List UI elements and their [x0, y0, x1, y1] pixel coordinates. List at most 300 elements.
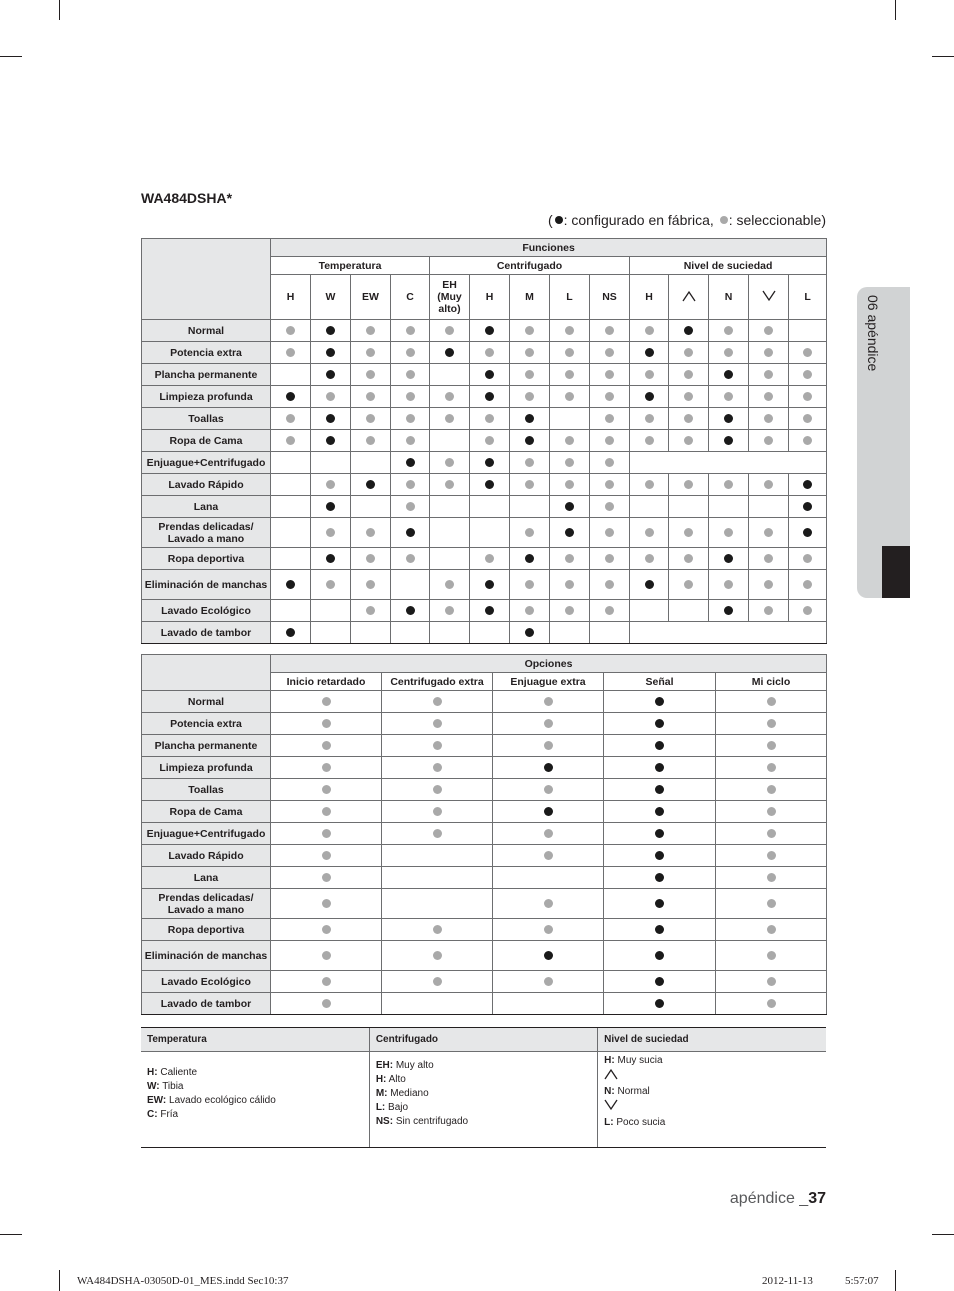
selectable-dot-icon: [286, 436, 295, 445]
selectable-dot-icon: [322, 873, 331, 882]
table-cell: [550, 518, 590, 548]
table-cell: [749, 518, 789, 548]
row-label: Eliminación de manchas: [142, 941, 271, 971]
table-cell: [550, 496, 590, 518]
table-cell: [510, 570, 550, 600]
table-cell: [550, 430, 590, 452]
selectable-dot-icon: [684, 554, 693, 563]
selectable-dot-icon: [433, 719, 442, 728]
table-cell: [382, 919, 493, 941]
key-item: H: Alto: [375, 1074, 406, 1085]
table-cell: [510, 452, 550, 474]
table-cell: [669, 430, 709, 452]
table-cell: [716, 971, 827, 993]
selectable-dot-icon: [366, 414, 375, 423]
table-cell: [630, 600, 669, 622]
table-cell: [382, 801, 493, 823]
selectable-dot-icon: [764, 436, 773, 445]
selectable-dot-icon: [445, 458, 454, 467]
factory-dot-icon: [655, 977, 664, 986]
row-label: Ropa de Cama: [142, 801, 271, 823]
selectable-dot-icon: [767, 741, 776, 750]
table-cell: [430, 408, 470, 430]
selectable-dot-icon: [724, 480, 733, 489]
table-row: [142, 474, 827, 496]
table-cell: [382, 993, 493, 1015]
slug-file: WA484DSHA-03050D-01_MES.indd Sec10:37: [77, 1275, 289, 1287]
factory-dot-icon: [485, 580, 494, 589]
selectable-dot-icon: [485, 554, 494, 563]
selectable-dot-icon: [485, 436, 494, 445]
table-cell: [789, 600, 827, 622]
table-row: [142, 993, 827, 1015]
selectable-dot-icon: [366, 580, 375, 589]
table-cell: [590, 496, 630, 518]
table-cell: [351, 386, 391, 408]
selectable-dot-icon: [767, 977, 776, 986]
table-cell: [493, 757, 604, 779]
table-cell: [470, 548, 510, 570]
factory-dot-icon: [655, 951, 664, 960]
table-cell: [749, 474, 789, 496]
table-row: [142, 408, 827, 430]
factory-dot-icon: [655, 873, 664, 882]
table-cell: [271, 430, 311, 452]
key-header-temperatura: Temperatura: [141, 1028, 369, 1052]
crop-mark: [932, 56, 954, 57]
table-cell: [271, 364, 311, 386]
column-header: H: [470, 275, 510, 320]
row-label: Toallas: [142, 779, 271, 801]
table-cell: [351, 570, 391, 600]
table-cell: [311, 496, 351, 518]
factory-dot-icon: [544, 763, 553, 772]
column-header: Mi ciclo: [716, 673, 827, 691]
table-cell: [430, 474, 470, 496]
table-row: [142, 364, 827, 386]
selectable-dot-icon: [767, 719, 776, 728]
table-cell: [669, 474, 709, 496]
table-cell: [669, 342, 709, 364]
table-cell: [749, 364, 789, 386]
table-cell: [716, 993, 827, 1015]
selectable-dot-icon: [684, 480, 693, 489]
table-cell: [789, 474, 827, 496]
table-cell: [271, 570, 311, 600]
row-label: Ropa deportiva: [142, 548, 271, 570]
crop-mark: [59, 1270, 60, 1291]
factory-dot-icon: [406, 606, 415, 615]
table-cell: [749, 342, 789, 364]
selectable-dot-icon: [565, 392, 574, 401]
table-cell: [789, 570, 827, 600]
table-cell: [430, 600, 470, 622]
crop-mark: [932, 1234, 954, 1235]
table-cell: [271, 823, 382, 845]
selectable-dot-icon: [406, 502, 415, 511]
row-label: Eliminación de manchas: [142, 570, 271, 600]
factory-dot-icon: [286, 580, 295, 589]
selectable-dot-icon: [764, 370, 773, 379]
table-cell: [351, 474, 391, 496]
table-cell: [430, 570, 470, 600]
row-label: Lavado de tambor: [142, 993, 271, 1015]
table-cell: [351, 364, 391, 386]
key-item: N: Normal: [604, 1086, 650, 1097]
selectable-dot-icon: [322, 741, 331, 750]
table-cell: [709, 518, 749, 548]
table-row: [142, 452, 827, 474]
group-header: Centrifugado: [430, 257, 630, 275]
selectable-dot-icon: [366, 606, 375, 615]
factory-dot-icon: [326, 326, 335, 335]
table-cell: [669, 570, 709, 600]
table-cell: [630, 452, 827, 474]
column-header: N: [709, 275, 749, 320]
row-label: Ropa de Cama: [142, 430, 271, 452]
table-cell: [789, 518, 827, 548]
table-cell: [391, 570, 430, 600]
selectable-dot-icon: [684, 436, 693, 445]
factory-dot-icon: [326, 554, 335, 563]
selectable-dot-icon: [525, 580, 534, 589]
selectable-dot-icon: [286, 414, 295, 423]
key-suciedad-cell: [598, 1052, 826, 1148]
factory-dot-icon: [326, 502, 335, 511]
selectable-dot-icon: [544, 851, 553, 860]
selectable-dot-icon: [433, 807, 442, 816]
selectable-dot-icon: [286, 326, 295, 335]
row-label: Enjuague+Centrifugado: [142, 452, 271, 474]
selectable-dot-icon: [767, 873, 776, 882]
selectable-dot-icon: [406, 392, 415, 401]
selectable-dot-icon: [525, 480, 534, 489]
selectable-dot-icon: [767, 807, 776, 816]
selectable-dot-icon: [605, 580, 614, 589]
table-row: [142, 735, 827, 757]
table-row: [142, 757, 827, 779]
table-cell: [351, 548, 391, 570]
row-label: Prendas delicadas/ Lavado a mano: [142, 889, 271, 919]
selectable-dot-icon: [565, 370, 574, 379]
selectable-dot-icon: [645, 554, 654, 563]
table-cell: [271, 474, 311, 496]
table-cell: [493, 993, 604, 1015]
column-header: L: [789, 275, 827, 320]
table-cell: [470, 570, 510, 600]
selectable-dot-icon: [803, 392, 812, 401]
selectable-dot-icon: [445, 326, 454, 335]
table-row: [142, 971, 827, 993]
selectable-dot-icon: [406, 554, 415, 563]
row-label: Enjuague+Centrifugado: [142, 823, 271, 845]
selectable-dot-icon: [366, 436, 375, 445]
up-chevron-icon: [604, 1068, 820, 1085]
table-cell: [510, 408, 550, 430]
table-cell: [630, 408, 669, 430]
factory-dot-icon: [544, 807, 553, 816]
selectable-dot-icon: [544, 925, 553, 934]
column-header: Inicio retardado: [271, 673, 382, 691]
factory-dot-icon: [655, 999, 664, 1008]
table-cell: [470, 342, 510, 364]
corner-cell: [142, 239, 271, 320]
selectable-dot-icon: [433, 977, 442, 986]
table-cell: [604, 801, 716, 823]
table-cell: [351, 408, 391, 430]
key-item: M: Mediano: [375, 1088, 429, 1099]
table-cell: [271, 941, 382, 971]
factory-dot-icon: [655, 899, 664, 908]
table-cell: [716, 691, 827, 713]
table-cell: [716, 919, 827, 941]
table-cell: [311, 320, 351, 342]
table-cell: [590, 518, 630, 548]
table-cell: [716, 757, 827, 779]
table-cell: [382, 867, 493, 889]
options-header: Opciones: [271, 655, 827, 673]
selectable-dot-icon: [767, 899, 776, 908]
table-cell: [311, 622, 351, 644]
table-cell: [669, 386, 709, 408]
table-cell: [590, 364, 630, 386]
factory-dot-icon: [655, 807, 664, 816]
selectable-dot-icon: [684, 348, 693, 357]
key-item: H: Muy sucia: [604, 1055, 663, 1066]
selectable-dot-icon: [525, 528, 534, 537]
selectable-dot-icon: [406, 480, 415, 489]
table-cell: [550, 600, 590, 622]
table-cell: [351, 518, 391, 548]
selectable-dot-icon: [525, 326, 534, 335]
factory-dot-icon: [684, 326, 693, 335]
table-cell: [470, 430, 510, 452]
factory-dot-icon: [645, 580, 654, 589]
table-cell: [590, 342, 630, 364]
table-cell: [271, 408, 311, 430]
selectable-dot-icon: [645, 528, 654, 537]
table-cell: [590, 430, 630, 452]
selectable-dot-icon: [605, 348, 614, 357]
selectable-dot-icon: [605, 458, 614, 467]
slug-date: 2012-11-13: [762, 1275, 813, 1287]
table-cell: [716, 867, 827, 889]
table-row: [142, 867, 827, 889]
table-cell: [391, 408, 430, 430]
table-cell: [604, 971, 716, 993]
selectable-dot-icon: [645, 436, 654, 445]
factory-dot-icon: [525, 554, 534, 563]
key-item: EW: Lavado ecológico cálido: [147, 1095, 276, 1106]
selectable-dot-icon: [724, 392, 733, 401]
selectable-dot-icon: [684, 370, 693, 379]
dot-legend: [548, 212, 826, 228]
selectable-dot-icon: [322, 807, 331, 816]
table-cell: [271, 971, 382, 993]
table-cell: [391, 342, 430, 364]
table-cell: [271, 386, 311, 408]
factory-dot-icon: [555, 216, 563, 224]
row-label: Limpieza profunda: [142, 386, 271, 408]
selectable-dot-icon: [764, 480, 773, 489]
factory-dot-icon: [326, 370, 335, 379]
table-row: [142, 622, 827, 644]
selectable-dot-icon: [724, 528, 733, 537]
factory-dot-icon: [565, 502, 574, 511]
selectable-dot-icon: [605, 528, 614, 537]
column-header: NS: [590, 275, 630, 320]
table-cell: [382, 735, 493, 757]
table-cell: [493, 801, 604, 823]
selectable-dot-icon: [322, 697, 331, 706]
table-row: [142, 779, 827, 801]
selectable-dot-icon: [803, 370, 812, 379]
selectable-dot-icon: [645, 414, 654, 423]
table-cell: [382, 713, 493, 735]
table-cell: [709, 474, 749, 496]
table-cell: [749, 386, 789, 408]
row-label: Plancha permanente: [142, 364, 271, 386]
row-label: Toallas: [142, 408, 271, 430]
table-cell: [789, 496, 827, 518]
selectable-dot-icon: [544, 697, 553, 706]
selectable-dot-icon: [445, 580, 454, 589]
table-cell: [550, 474, 590, 496]
table-cell: [669, 364, 709, 386]
factory-dot-icon: [485, 392, 494, 401]
selectable-dot-icon: [764, 528, 773, 537]
table-row: [142, 496, 827, 518]
selectable-dot-icon: [525, 458, 534, 467]
column-header: W: [311, 275, 351, 320]
factory-dot-icon: [485, 370, 494, 379]
row-label: Lavado Ecológico: [142, 600, 271, 622]
selectable-dot-icon: [565, 580, 574, 589]
table-cell: [382, 845, 493, 867]
selectable-dot-icon: [322, 951, 331, 960]
table-cell: [271, 889, 382, 919]
table-row: [142, 889, 827, 919]
table-cell: [271, 622, 311, 644]
selectable-dot-icon: [684, 528, 693, 537]
table-cell: [430, 430, 470, 452]
table-cell: [470, 408, 510, 430]
selectable-dot-icon: [565, 606, 574, 615]
table-cell: [590, 622, 630, 644]
table-cell: [493, 971, 604, 993]
factory-dot-icon: [645, 392, 654, 401]
factory-dot-icon: [485, 480, 494, 489]
table-cell: [709, 408, 749, 430]
table-cell: [550, 452, 590, 474]
table-cell: [382, 941, 493, 971]
table-cell: [391, 548, 430, 570]
table-cell: [604, 691, 716, 713]
table-cell: [510, 430, 550, 452]
key-item: W: Tibia: [147, 1081, 184, 1092]
selectable-dot-icon: [565, 326, 574, 335]
column-header: C: [391, 275, 430, 320]
table-row: [142, 600, 827, 622]
selectable-dot-icon: [525, 370, 534, 379]
table-cell: [604, 889, 716, 919]
table-cell: [271, 993, 382, 1015]
table-cell: [604, 823, 716, 845]
selectable-dot-icon: [544, 977, 553, 986]
key-centrifugado-cell: [369, 1052, 597, 1148]
table-cell: [604, 993, 716, 1015]
column-header: [749, 275, 789, 320]
legend-open: (: [547, 212, 553, 228]
selectable-dot-icon: [406, 326, 415, 335]
selectable-dot-icon: [445, 606, 454, 615]
table-cell: [493, 867, 604, 889]
factory-dot-icon: [655, 763, 664, 772]
table-cell: [470, 600, 510, 622]
selectable-dot-icon: [605, 392, 614, 401]
table-cell: [789, 430, 827, 452]
table-cell: [550, 408, 590, 430]
selectable-dot-icon: [684, 392, 693, 401]
selectable-dot-icon: [645, 480, 654, 489]
selectable-dot-icon: [366, 370, 375, 379]
selectable-dot-icon: [605, 480, 614, 489]
column-header: H: [630, 275, 669, 320]
table-cell: [716, 713, 827, 735]
table-cell: [271, 342, 311, 364]
factory-dot-icon: [286, 628, 295, 637]
table-cell: [709, 548, 749, 570]
selectable-dot-icon: [803, 348, 812, 357]
table-row: [142, 386, 827, 408]
table-cell: [716, 941, 827, 971]
table-cell: [493, 919, 604, 941]
table-cell: [789, 342, 827, 364]
corner-cell: [142, 655, 271, 691]
table-cell: [391, 320, 430, 342]
table-cell: [590, 386, 630, 408]
key-table: [141, 1027, 826, 1148]
table-cell: [709, 570, 749, 600]
table-cell: [716, 845, 827, 867]
table-row: [142, 430, 827, 452]
selectable-dot-icon: [724, 348, 733, 357]
table-cell: [630, 548, 669, 570]
table-cell: [430, 496, 470, 518]
key-header-centrifugado: Centrifugado: [369, 1028, 597, 1052]
column-header: Señal: [604, 673, 716, 691]
factory-dot-icon: [326, 348, 335, 357]
selectable-dot-icon: [767, 697, 776, 706]
table-cell: [311, 430, 351, 452]
table-cell: [311, 452, 351, 474]
table-cell: [470, 622, 510, 644]
legend-factory: : configurado en fábrica,: [563, 212, 718, 228]
page-footer: [730, 1190, 826, 1208]
selectable-dot-icon: [764, 580, 773, 589]
selectable-dot-icon: [322, 851, 331, 860]
down-chevron-icon: [604, 1099, 820, 1116]
selectable-dot-icon: [525, 606, 534, 615]
table-cell: [749, 408, 789, 430]
factory-dot-icon: [655, 785, 664, 794]
factory-dot-icon: [366, 480, 375, 489]
key-item: H: Caliente: [147, 1067, 198, 1078]
factory-dot-icon: [803, 480, 812, 489]
table-cell: [604, 845, 716, 867]
column-header: EW: [351, 275, 391, 320]
table-cell: [271, 452, 311, 474]
